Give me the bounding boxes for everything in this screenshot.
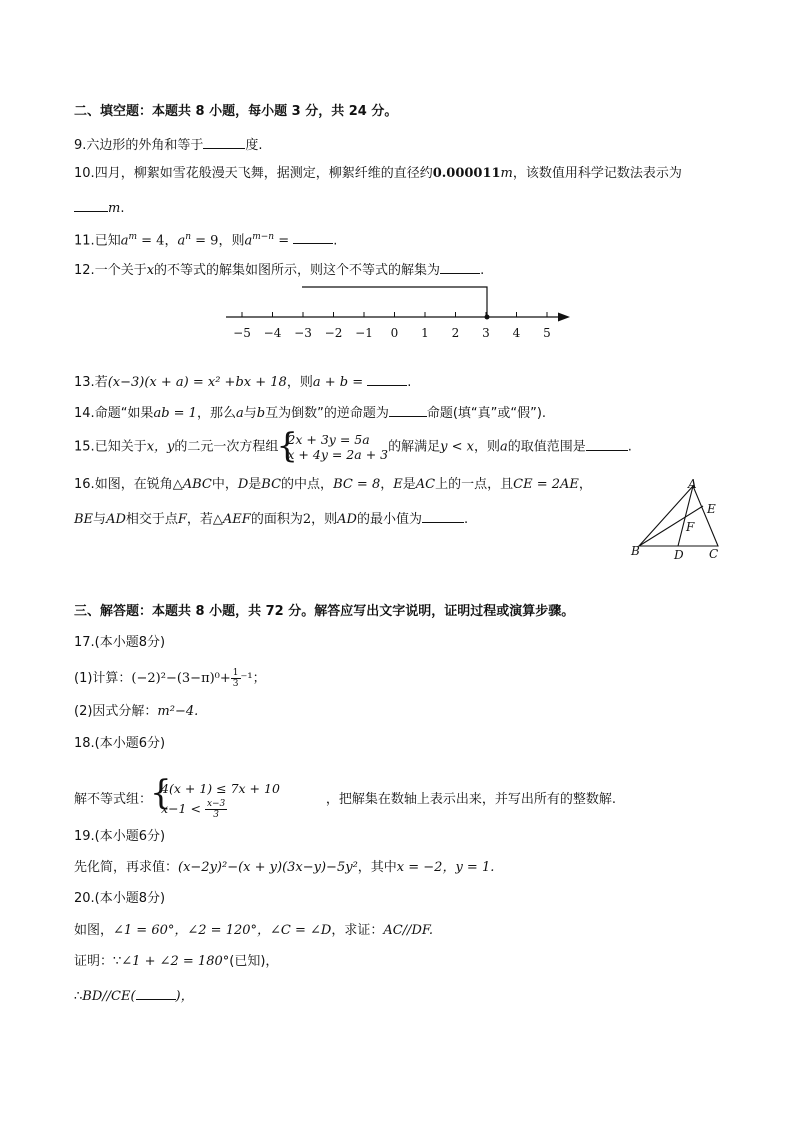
q16-text-2d: 相交于点	[125, 512, 178, 527]
q14-a: a	[235, 406, 244, 421]
question-10	[74, 165, 682, 183]
q20-proof-2c: )，	[175, 989, 194, 1004]
q20-goal: AC//DF.	[383, 923, 433, 938]
label-a: A	[688, 477, 697, 491]
label-e: E	[707, 502, 716, 516]
q11-exp-mn: m−n	[252, 232, 275, 242]
q16-BC: BC	[261, 477, 282, 492]
q16-text-1c: 是	[248, 477, 262, 492]
triangle-abc	[639, 486, 718, 546]
q16-D: D	[237, 477, 249, 492]
q16-text-1e: ，	[380, 477, 394, 492]
q9-text: 六边形的外角和等于	[86, 138, 204, 153]
q20-proof-2a: ∴	[74, 989, 83, 1004]
q16-text-1f: 是	[402, 477, 416, 492]
q10-tail-unit: m	[108, 201, 121, 216]
tick-label: 4	[512, 326, 521, 340]
q12-text-2: 的不等式的解集如图所示，则这个不等式的解集为	[154, 263, 441, 278]
q10-answer-blank[interactable]	[74, 197, 108, 212]
q10-number: 10.	[74, 166, 95, 181]
q10-text-1: 四月，柳絮如雪花般漫天飞舞，据测定，柳絮纤维的直径约	[94, 166, 433, 181]
q16-text-1a: 如图，在锐角△	[94, 477, 183, 492]
q15-number: 15.	[74, 439, 95, 455]
q15-vars: x，y	[146, 439, 175, 455]
q10-unit: m	[500, 166, 513, 181]
q16-bc-eq: BC = 8	[333, 477, 381, 492]
q20-text-2: ，求证：	[331, 923, 384, 938]
label-d: D	[674, 548, 684, 562]
tick-label: 1	[421, 326, 429, 340]
label-b: B	[631, 544, 640, 558]
q16-E: E	[393, 477, 403, 492]
q11-tail: .	[333, 233, 338, 249]
q18-frac-den: 3	[213, 810, 219, 820]
q15-equation-2: x + 4y = 2a + 3	[287, 447, 389, 462]
q20-header: 20.(本小题8分)	[74, 891, 166, 906]
q11-exp-n: n	[185, 232, 192, 242]
q16-F: F	[177, 512, 187, 527]
q16-AD-2: AD	[337, 512, 357, 527]
q13-number: 13.	[74, 375, 95, 390]
q20-text-1: 如图，	[74, 923, 114, 938]
q20-body	[74, 922, 433, 940]
q20-proof-1	[74, 953, 278, 971]
tick-label: −2	[324, 326, 343, 340]
q14-answer-blank[interactable]	[389, 402, 427, 417]
q15-tail: .	[627, 439, 632, 455]
q11-a-3: a	[244, 233, 253, 249]
q15-text-2: 的二元一次方程组	[174, 439, 279, 455]
tick-label: 3	[482, 326, 490, 340]
question-14	[74, 402, 546, 423]
q18-inequality-2	[161, 799, 280, 820]
q18-text-1: 解不等式组：	[74, 792, 153, 807]
question-13	[74, 371, 411, 392]
tick-label: −1	[355, 326, 373, 340]
q19-text-2: ，其中	[357, 860, 397, 875]
triangle-figure	[0, 475, 794, 565]
q15-text-3: 的解满足	[388, 439, 441, 455]
q14-text-1: 命题“如果	[94, 406, 154, 421]
q13-expression: (x−3)(x + a) = x² +bx + 18	[107, 375, 287, 390]
q14-expression: ab = 1	[153, 406, 197, 421]
q15-a: a	[499, 439, 508, 455]
q14-text-4: 互为倒数”的逆命题为	[265, 406, 389, 421]
q18-inequality-1: { 4(x + 1) ≤ 7x + 10	[161, 781, 280, 796]
q16-AEF: AEF	[222, 512, 251, 527]
solid-point	[485, 315, 490, 320]
q15-answer-blank[interactable]	[586, 436, 628, 451]
q16-AD: AD	[106, 512, 126, 527]
q10-value: 0.000011	[432, 166, 501, 181]
q18-fraction	[205, 799, 227, 820]
q16-text-1d: 的中点，	[281, 477, 334, 492]
q17-p2-expression: m²−4.	[157, 704, 199, 719]
q17-header: 17.(本小题8分)	[74, 635, 166, 650]
q16-triangle: ABC	[182, 477, 212, 492]
label-c: C	[709, 547, 719, 561]
q20-given: ∠1 = 60°，∠2 = 120°，∠C = ∠D	[113, 923, 332, 938]
q14-number: 14.	[74, 406, 95, 421]
tick-label: −3	[294, 326, 312, 340]
q16-text-1g: 上的一点，且	[435, 477, 514, 492]
question-9	[74, 134, 263, 155]
q12-var: x	[146, 263, 155, 278]
q16-AC: AC	[415, 477, 436, 492]
q12-text-1: 一个关于	[94, 263, 147, 278]
q16-text-1b: 中，	[211, 477, 238, 492]
q11-a: a	[120, 233, 129, 249]
q16-text-2l: 的最小值为	[356, 512, 422, 527]
q20-proof-1a: 证明：∵	[74, 954, 122, 969]
q16-text-2h: 的面积为	[250, 512, 303, 527]
q13-expression-2: a + b =	[312, 375, 368, 390]
q11-exp-m: m	[128, 232, 138, 242]
q20-proof-2	[74, 985, 194, 1006]
tick-label: 5	[543, 326, 551, 340]
q17-p1-label: (1)计算：	[74, 671, 132, 686]
q11-eq-3: =	[274, 233, 294, 249]
q15-text-1: 已知关于	[94, 439, 147, 455]
tick-label: 2	[451, 326, 460, 340]
q12-tail: .	[480, 263, 485, 278]
q15-text-4: ，则	[473, 439, 500, 455]
section-3-title: 三、解答题：本题共 8 小题，共 72 分。解答应写出文字说明，证明过程或演算步骤。	[74, 604, 575, 619]
q20-reason-blank[interactable]	[136, 985, 176, 1000]
question-10-line-2	[74, 197, 124, 218]
q15-text-5: 的取值范围是	[507, 439, 586, 455]
question-15	[74, 432, 632, 462]
q13-text-2: ，则	[286, 375, 313, 390]
q11-number: 11.	[74, 233, 95, 249]
tick-label: 0	[390, 326, 399, 340]
q14-text-3: 与	[243, 406, 257, 421]
q17-part-2	[74, 703, 198, 721]
q19-values: x = −2，y = 1.	[396, 860, 495, 875]
q16-text-1h: ，	[578, 477, 592, 492]
q16-ce-eq: CE = 2AE	[513, 477, 579, 492]
q12-answer-blank[interactable]	[440, 259, 480, 274]
q19-text-1: 先化简，再求值：	[74, 860, 179, 875]
q17-p2-label: (2)因式分解：	[74, 704, 158, 719]
q9-number: 9.	[74, 138, 87, 153]
q11-eq-1: = 4，	[137, 233, 178, 249]
q15-equation-system	[278, 432, 388, 462]
q20-proof-2b: BD//CE(	[82, 989, 136, 1004]
q9-answer-blank[interactable]	[203, 134, 245, 149]
q18-header: 18.(本小题6分)	[74, 736, 166, 751]
q13-text-1: 若	[94, 375, 108, 390]
q14-text-5: 命题(填“真”或“假”).	[426, 406, 547, 421]
number-line-figure	[0, 282, 794, 352]
q19-header: 19.(本小题6分)	[74, 829, 166, 844]
q20-proof-1c: (已知)，	[229, 954, 279, 969]
q11-text-1: 已知	[94, 233, 121, 249]
q12-number: 12.	[74, 263, 95, 278]
q19-expression: (x−2y)²−(x + y)(3x−y)−5y²	[178, 860, 358, 875]
q15-condition: y < x	[440, 439, 474, 455]
q16-text-2f: ，若△	[186, 512, 223, 527]
label-f: F	[686, 520, 695, 534]
q13-tail: .	[407, 375, 412, 390]
q17-frac-num: 1	[232, 668, 239, 678]
q17-p1-expression: (−2)²−(3−π)⁰+	[131, 671, 231, 686]
q15-equation-1: { 2x + 3y = 5a	[287, 432, 370, 447]
q11-eq-2: = 9，则	[191, 233, 245, 249]
q16-tail: .	[463, 512, 469, 527]
q16-number: 16.	[74, 477, 95, 492]
q10-tail: .	[120, 201, 125, 216]
q18-text-2: ，把解集在数轴上表示出来，并写出所有的整数解.	[325, 792, 617, 807]
tick-label: −4	[263, 326, 282, 340]
q18-body	[74, 779, 616, 820]
question-12	[74, 259, 484, 280]
q17-p1-tail: ⁻¹；	[240, 671, 266, 686]
q11-a-2: a	[177, 233, 186, 249]
question-11	[74, 228, 337, 250]
q18-ineq-2-left: x−1 <	[161, 801, 201, 816]
q16-text-2j: ，则	[311, 512, 338, 527]
q18-inequality-system	[152, 779, 280, 820]
number-line-arrow-icon	[558, 313, 570, 322]
q16-BE: BE	[74, 512, 94, 527]
q14-text-2: ，那么	[196, 406, 236, 421]
q19-body	[74, 859, 494, 877]
tick-label: −5	[233, 326, 251, 340]
q11-answer-blank[interactable]	[293, 229, 333, 244]
section-2-title: 二、填空题：本题共 8 小题，每小题 3 分，共 24 分。	[74, 104, 398, 119]
q10-text-2: ，该数值用科学记数法表示为	[512, 166, 682, 181]
q18-frac-num: x−3	[206, 799, 226, 809]
q16-text-2b: 与	[93, 512, 107, 527]
q17-part-1	[74, 668, 266, 689]
q20-proof-1b: ∠1 + ∠2 = 180°	[121, 954, 230, 969]
q17-fraction	[231, 668, 241, 689]
q17-frac-den: 3	[232, 679, 239, 689]
q13-answer-blank[interactable]	[367, 371, 407, 386]
q16-area: 2	[302, 512, 312, 527]
q9-tail: 度.	[245, 138, 263, 153]
q14-b: b	[256, 406, 266, 421]
